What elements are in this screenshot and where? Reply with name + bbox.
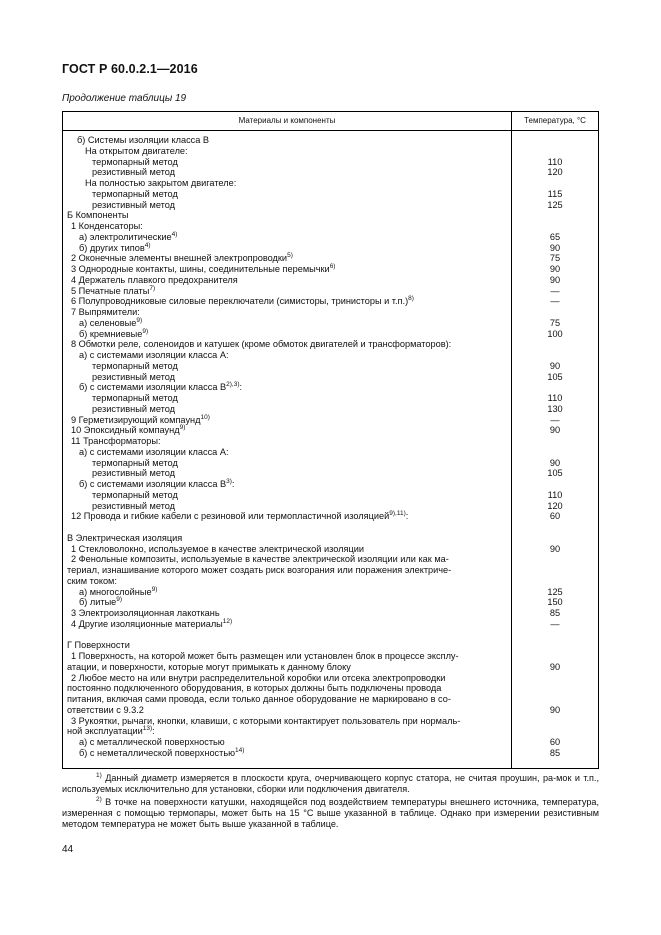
row-label-text: На открытом двигателе:	[85, 145, 188, 156]
table-row	[63, 404, 598, 415]
table-continuation-caption: Продолжение таблицы 19	[62, 93, 187, 104]
table-spacer-row	[63, 630, 598, 641]
row-label	[71, 673, 445, 684]
row-label	[67, 705, 144, 716]
row-label	[67, 533, 182, 544]
temperature-value: 110	[547, 489, 563, 500]
footnote-ref: 10)	[200, 413, 210, 421]
row-label-tail: :	[231, 479, 235, 489]
table-row	[63, 243, 598, 254]
table-row	[63, 737, 598, 748]
row-label-tail: :	[152, 726, 155, 737]
footnote-ref: 9)	[179, 424, 186, 432]
row-label-text: б) кремниевые	[79, 328, 143, 339]
row-label-text: а) с системами изоляции класса А:	[79, 446, 229, 457]
row-label-text: 3 Однородные контакты, шины, соединительные перемычки	[71, 264, 330, 274]
row-label	[67, 726, 155, 737]
temperature-value: 150	[547, 597, 563, 608]
row-label	[71, 307, 140, 318]
row-label-text: а) с металлической поверхностью	[79, 737, 225, 747]
table-row	[63, 683, 598, 694]
row-label	[71, 716, 460, 727]
footnote-mark: 2)	[96, 795, 102, 803]
table-row	[63, 565, 598, 576]
row-label	[71, 221, 143, 232]
row-label	[71, 436, 161, 447]
table-body	[63, 135, 598, 759]
footnote-mark: 1)	[96, 771, 102, 779]
temperature-value: —	[550, 618, 560, 629]
footnote-ref: 4)	[171, 230, 178, 238]
row-label-text: 9 Герметизирующий компаунд	[71, 414, 201, 425]
temperature-value: —	[550, 285, 560, 296]
row-label-tail: :	[239, 382, 243, 393]
temperature-value: 105	[547, 468, 563, 479]
row-label	[71, 296, 414, 307]
temperature-value: —	[550, 414, 560, 425]
row-label	[92, 404, 175, 415]
row-label	[79, 479, 234, 490]
row-label-text: 2 Оконечные элементы внешней электропроводки	[71, 253, 288, 264]
table-row	[63, 189, 598, 200]
temperature-value: 75	[549, 317, 561, 328]
temperature-value: 90	[549, 457, 561, 468]
temperature-value: 125	[547, 199, 563, 210]
row-label	[71, 511, 408, 522]
row-label-text: 2 Любое место на или внутри распределительной коробки или отсека электропроводки	[71, 672, 446, 683]
footnote-ref: 6)	[329, 262, 336, 270]
table-row	[63, 490, 598, 501]
row-label	[92, 458, 178, 469]
temperature-value: 90	[549, 661, 561, 672]
row-label	[85, 146, 188, 157]
table-row	[63, 619, 598, 630]
temperature-value: 90	[549, 704, 561, 715]
row-label-text: 7 Выпрямители:	[71, 307, 140, 317]
table-row	[63, 587, 598, 598]
row-label	[67, 565, 451, 576]
row-label-text: териал, изнашивание которого может создать риск возгорания или поражения электриче-	[67, 565, 452, 575]
temperature-value: 85	[549, 747, 561, 758]
row-label	[67, 640, 130, 651]
row-label-text: 4 Другие изоляционные материалы	[71, 618, 223, 629]
row-label-text: ной эксплуатации	[67, 726, 143, 737]
row-label	[71, 264, 335, 275]
row-label-text: термопарный метод	[92, 489, 178, 500]
row-label	[85, 178, 236, 189]
temperature-value: 120	[547, 500, 563, 511]
table-row	[63, 576, 598, 587]
row-label-text: б) с системами изоляции класса В	[79, 382, 227, 393]
table-row	[63, 501, 598, 512]
row-label-text: резистивный метод	[92, 468, 176, 479]
table-row	[63, 597, 598, 608]
temperature-value: 130	[547, 403, 563, 414]
table-row	[63, 232, 598, 243]
header-divider	[63, 130, 598, 131]
row-label	[79, 350, 229, 361]
temperature-value: 110	[547, 156, 563, 167]
table-row	[63, 640, 598, 651]
row-label	[71, 619, 232, 630]
table-row	[63, 361, 598, 372]
footnote-2	[62, 797, 599, 830]
row-label-text: резистивный метод	[92, 167, 176, 178]
row-label-text: 10 Эпоксидный компаунд	[71, 425, 180, 436]
table-row	[63, 673, 598, 684]
row-label-text: питания, включая сами провода, если только данное оборудование не маркировано в со-	[67, 694, 451, 704]
row-label	[92, 200, 175, 211]
table-row	[63, 200, 598, 211]
row-label	[71, 286, 155, 297]
row-label-text: На полностью закрытом двигателе:	[85, 178, 237, 188]
temperature-value: 90	[549, 264, 561, 274]
footnote-ref: 12)	[222, 617, 233, 625]
table-row	[63, 748, 598, 759]
temperature-value: 115	[547, 188, 563, 199]
row-label-text: б) других типов	[79, 242, 145, 253]
row-label-text: резистивный метод	[92, 403, 176, 414]
table-row	[63, 705, 598, 716]
table-row	[63, 726, 598, 737]
row-label-text: термопарный метод	[92, 188, 178, 199]
row-label	[71, 425, 185, 436]
row-label-text: а) с системами изоляции класса А:	[79, 350, 229, 360]
table-row	[63, 275, 598, 286]
table-row	[63, 694, 598, 705]
row-label-text: термопарный метод	[92, 360, 178, 371]
table-row	[63, 382, 598, 393]
table-row	[63, 436, 598, 447]
row-label	[92, 501, 175, 512]
table-row	[63, 178, 598, 189]
table-row	[63, 146, 598, 157]
row-label-text: ским током:	[67, 575, 117, 586]
temperature-value: 90	[549, 425, 561, 436]
footnote-text: В точке на поверхности катушки, находящейся под воздействием температуры внешнего источника, температура, измеренная с помощью термопары, может быть на 15 °С выше указанной в таблице. Однако при измерении резистивным методом температура не может быть выше указанной в таблице.	[62, 797, 599, 829]
table-row	[63, 135, 598, 146]
row-label-text: 11 Трансформаторы:	[71, 436, 161, 446]
temperature-value: 65	[549, 231, 561, 242]
row-label	[71, 253, 293, 264]
column-header-materials: Материалы и компоненты	[238, 116, 336, 125]
footnote-ref: 4)	[144, 241, 151, 249]
row-label-tail: :	[405, 511, 409, 522]
row-label	[79, 597, 122, 608]
footnote-ref: 9)	[151, 585, 158, 593]
table-row	[63, 286, 598, 297]
temperature-value: 110	[547, 393, 563, 403]
table-row	[63, 221, 598, 232]
footnote-ref: 9)	[142, 327, 149, 335]
row-label-text: резистивный метод	[92, 500, 176, 511]
row-label-text: Г Поверхности	[67, 640, 130, 651]
row-label-text: а) многослойные	[79, 586, 152, 597]
temperature-table	[62, 111, 599, 769]
table-row	[63, 393, 598, 404]
row-label	[71, 554, 449, 565]
footnote-ref: 14)	[235, 746, 245, 754]
row-label-text: б) литые	[79, 597, 117, 608]
footnote-ref: 2),3)	[226, 381, 240, 389]
row-label-text: термопарный метод	[92, 393, 178, 403]
row-label	[79, 318, 142, 329]
table-row	[63, 210, 598, 221]
row-label-text: 1 Конденсаторы:	[71, 221, 143, 231]
row-label	[79, 447, 229, 458]
document-code: ГОСТ Р 60.0.2.1—2016	[62, 62, 198, 76]
footnote-1	[62, 773, 599, 795]
table-row	[63, 167, 598, 178]
temperature-value: 85	[549, 608, 561, 618]
row-label-text: 3 Рукоятки, рычаги, кнопки, клавиши, с которыми контактирует пользователь при нормаль-	[71, 715, 461, 726]
row-label-text: 3 Электроизоляционная лакоткань	[71, 608, 220, 618]
row-label	[92, 157, 178, 168]
temperature-value: 125	[547, 586, 563, 597]
row-label	[67, 694, 451, 705]
row-label-text: 2 Фенольные композиты, используемые в качестве электрической изоляции или как ма-	[71, 554, 449, 565]
temperature-value: 90	[549, 543, 561, 554]
row-label-text: Б Компоненты	[67, 210, 129, 221]
table-row	[63, 458, 598, 469]
row-label-text: атации, и поверхности, которые могут примыкать к данному блоку	[67, 661, 351, 672]
footnote-ref: 9)	[116, 596, 123, 604]
row-label	[79, 748, 244, 759]
temperature-value: 90	[549, 242, 561, 253]
row-label	[71, 544, 364, 555]
table-row	[63, 447, 598, 458]
row-label	[92, 361, 178, 372]
row-label	[79, 232, 177, 243]
footnote-ref: 7)	[149, 284, 156, 292]
row-label-text: б) с неметаллической поверхностью	[79, 747, 236, 758]
table-row	[63, 554, 598, 565]
footnote-ref: 8)	[408, 295, 414, 303]
row-label	[92, 468, 175, 479]
row-label	[92, 167, 175, 178]
row-label-text: постоянно подключенного оборудования, в которых должны быть подключены провода	[67, 683, 442, 694]
footnote-ref: 13)	[142, 725, 153, 733]
footnote-ref: 3)	[226, 477, 232, 485]
row-label	[79, 382, 242, 393]
table-row	[63, 339, 598, 350]
row-label-text: термопарный метод	[92, 156, 178, 167]
row-label	[71, 608, 220, 619]
page-number: 44	[62, 844, 74, 855]
row-label-text: резистивный метод	[92, 371, 176, 382]
temperature-value: 105	[547, 371, 563, 382]
table-row	[63, 329, 598, 340]
row-label	[92, 372, 175, 383]
temperature-value: 60	[549, 511, 561, 522]
row-label-text: 8 Обмотки реле, соленоидов и катушек (кроме обмоток двигателей и трансформаторов):	[71, 339, 452, 350]
temperature-value: 120	[547, 167, 563, 178]
temperature-value: 90	[549, 360, 561, 371]
row-label	[67, 683, 441, 694]
table-spacer-row	[63, 522, 598, 533]
temperature-value: 90	[549, 274, 561, 285]
table-row	[63, 511, 598, 522]
row-label	[79, 243, 151, 254]
row-label-text: б) Системы изоляции класса В	[77, 135, 210, 145]
row-label	[77, 135, 209, 146]
temperature-value: 100	[547, 328, 563, 339]
row-label-text: 1 Стекловолокно, используемое в качестве электрической изоляции	[71, 543, 364, 554]
temperature-value: 75	[549, 253, 561, 264]
row-label-text: В Электрическая изоляция	[67, 532, 183, 543]
table-row	[63, 296, 598, 307]
row-label	[92, 393, 178, 404]
table-row	[63, 350, 598, 361]
row-label	[71, 415, 210, 426]
table-row	[63, 425, 598, 436]
row-label	[79, 329, 148, 340]
row-label-text: ответствии с 9.3.2	[67, 704, 144, 715]
row-label	[67, 210, 129, 221]
footnote-ref: 9)	[136, 316, 143, 324]
table-row	[63, 608, 598, 619]
temperature-value: 60	[549, 737, 561, 747]
row-label-text: 12 Провода и гибкие кабели с резиновой или термопластичной изоляцией	[71, 511, 390, 522]
table-row	[63, 307, 598, 318]
temperature-value: —	[550, 296, 560, 307]
row-label	[67, 662, 351, 673]
row-label-text: 1 Поверхность, на которой может быть размещен или установлен блок в процессе эксплу-	[71, 651, 459, 661]
row-label	[92, 189, 178, 200]
footnote-ref: 9),11)	[389, 510, 406, 518]
table-row	[63, 479, 598, 490]
table-row	[63, 468, 598, 479]
row-label-text: 4 Держатель плавкого предохранителя	[71, 274, 238, 285]
row-label-text: термопарный метод	[92, 457, 178, 468]
footnote-ref: 5)	[287, 252, 293, 260]
row-label	[92, 490, 178, 501]
table-row	[63, 662, 598, 673]
row-label	[71, 651, 459, 662]
row-label-text: а) селеновые	[79, 317, 137, 328]
table-row	[63, 533, 598, 544]
row-label	[67, 576, 117, 587]
table-row	[63, 372, 598, 383]
table-row	[63, 157, 598, 168]
table-row	[63, 544, 598, 555]
table-row	[63, 264, 598, 275]
row-label	[79, 737, 225, 748]
table-row	[63, 651, 598, 662]
row-label-text: 6 Полупроводниковые силовые переключатели (симисторы, тринисторы и т.п.)	[71, 296, 409, 307]
row-label-text: а) электролитические	[79, 231, 172, 242]
column-header-temperature: Температура, °С	[524, 116, 586, 125]
row-label-text: 5 Печатные платы	[71, 285, 150, 296]
row-label-text: б) с системами изоляции класса В	[79, 479, 227, 489]
row-label-text: резистивный метод	[92, 199, 176, 210]
footnote-text: Данный диаметр измеряется в плоскости круга, очерчивающего корпус статора, не считая проушин, ра-мок и т.п., используемых исключительно для установки, сборки или подключения двигателя.	[62, 773, 599, 794]
row-label	[71, 339, 451, 350]
table-row	[63, 415, 598, 426]
